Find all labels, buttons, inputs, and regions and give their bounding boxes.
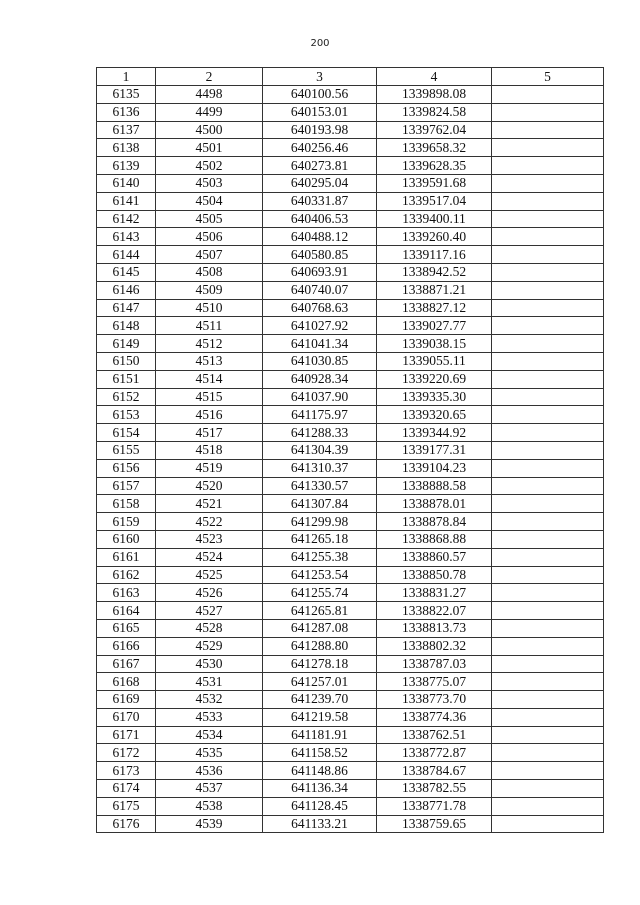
coordinate-x-cell: 641128.45 (263, 797, 377, 815)
coordinate-y-cell: 1338878.84 (377, 513, 492, 531)
coordinate-y-cell: 1338878.01 (377, 495, 492, 513)
coordinate-x-cell: 641265.81 (263, 602, 377, 620)
note-cell (492, 459, 604, 477)
point-number-cell: 4518 (156, 441, 263, 459)
coordinate-y-cell: 1338771.78 (377, 797, 492, 815)
row-number-cell: 6161 (97, 548, 156, 566)
coordinate-x-cell: 641037.90 (263, 388, 377, 406)
coordinate-x-cell: 640406.53 (263, 210, 377, 228)
coordinate-x-cell: 641158.52 (263, 744, 377, 762)
table-row (97, 459, 604, 477)
coordinate-y-cell: 1339335.30 (377, 388, 492, 406)
row-number-cell: 6142 (97, 210, 156, 228)
coordinate-y-cell: 1339762.04 (377, 121, 492, 139)
coordinate-y-cell: 1338787.03 (377, 655, 492, 673)
note-cell (492, 441, 604, 459)
table-row (97, 673, 604, 691)
coordinate-y-cell: 1338888.58 (377, 477, 492, 495)
point-number-cell: 4506 (156, 228, 263, 246)
table-row (97, 441, 604, 459)
point-number-cell: 4524 (156, 548, 263, 566)
coordinate-y-cell: 1338773.70 (377, 691, 492, 709)
row-number-cell: 6147 (97, 299, 156, 317)
coordinate-y-cell: 1339591.68 (377, 174, 492, 192)
row-number-cell: 6143 (97, 228, 156, 246)
coordinate-y-cell: 1338772.87 (377, 744, 492, 762)
note-cell (492, 174, 604, 192)
table-row (97, 655, 604, 673)
table-row (97, 388, 604, 406)
coordinate-x-cell: 641133.21 (263, 815, 377, 833)
note-cell (492, 584, 604, 602)
coordinate-y-cell: 1339517.04 (377, 192, 492, 210)
table-row (97, 103, 604, 121)
coordinate-y-cell: 1339898.08 (377, 86, 492, 104)
coordinate-x-cell: 640693.91 (263, 263, 377, 281)
table-row (97, 477, 604, 495)
point-number-cell: 4530 (156, 655, 263, 673)
note-cell (492, 139, 604, 157)
coordinate-x-cell: 640768.63 (263, 299, 377, 317)
note-cell (492, 637, 604, 655)
table-row (97, 637, 604, 655)
coordinate-x-cell: 641287.08 (263, 619, 377, 637)
coordinate-x-cell: 641136.34 (263, 780, 377, 798)
row-number-cell: 6166 (97, 637, 156, 655)
note-cell (492, 691, 604, 709)
row-number-cell: 6141 (97, 192, 156, 210)
row-number-cell: 6151 (97, 370, 156, 388)
coordinates-table (96, 67, 604, 833)
note-cell (492, 210, 604, 228)
point-number-cell: 4513 (156, 352, 263, 370)
point-number-cell: 4505 (156, 210, 263, 228)
coordinate-x-cell: 640153.01 (263, 103, 377, 121)
point-number-cell: 4498 (156, 86, 263, 104)
point-number-cell: 4533 (156, 708, 263, 726)
table-row (97, 584, 604, 602)
note-cell (492, 673, 604, 691)
coordinate-x-cell: 641239.70 (263, 691, 377, 709)
point-number-cell: 4500 (156, 121, 263, 139)
note-cell (492, 726, 604, 744)
row-number-cell: 6152 (97, 388, 156, 406)
row-number-cell: 6167 (97, 655, 156, 673)
table-header-row (97, 68, 604, 86)
table-row (97, 424, 604, 442)
coordinate-y-cell: 1339220.69 (377, 370, 492, 388)
row-number-cell: 6172 (97, 744, 156, 762)
table-body (97, 86, 604, 833)
table-row (97, 86, 604, 104)
note-cell (492, 370, 604, 388)
coordinate-x-cell: 641257.01 (263, 673, 377, 691)
coordinate-x-cell: 641288.80 (263, 637, 377, 655)
point-number-cell: 4511 (156, 317, 263, 335)
point-number-cell: 4539 (156, 815, 263, 833)
table-row (97, 228, 604, 246)
point-number-cell: 4517 (156, 424, 263, 442)
coordinate-y-cell: 1338774.36 (377, 708, 492, 726)
row-number-cell: 6138 (97, 139, 156, 157)
table-row (97, 691, 604, 709)
coordinate-y-cell: 1338813.73 (377, 619, 492, 637)
table-row (97, 815, 604, 833)
coordinate-x-cell: 640928.34 (263, 370, 377, 388)
table-row (97, 192, 604, 210)
row-number-cell: 6174 (97, 780, 156, 798)
coordinate-x-cell: 641148.86 (263, 762, 377, 780)
point-number-cell: 4529 (156, 637, 263, 655)
coordinate-x-cell: 641255.38 (263, 548, 377, 566)
table-row (97, 762, 604, 780)
note-cell (492, 157, 604, 175)
coordinate-x-cell: 641253.54 (263, 566, 377, 584)
point-number-cell: 4531 (156, 673, 263, 691)
table-row (97, 263, 604, 281)
row-number-cell: 6173 (97, 762, 156, 780)
coordinate-x-cell: 640256.46 (263, 139, 377, 157)
page-number: 200 (310, 38, 330, 49)
point-number-cell: 4509 (156, 281, 263, 299)
row-number-cell: 6144 (97, 246, 156, 264)
row-number-cell: 6176 (97, 815, 156, 833)
table-row (97, 797, 604, 815)
point-number-cell: 4528 (156, 619, 263, 637)
coordinate-y-cell: 1339400.11 (377, 210, 492, 228)
table-row (97, 513, 604, 531)
point-number-cell: 4521 (156, 495, 263, 513)
note-cell (492, 299, 604, 317)
coordinate-y-cell: 1338827.12 (377, 299, 492, 317)
coordinate-y-cell: 1339344.92 (377, 424, 492, 442)
note-cell (492, 228, 604, 246)
point-number-cell: 4534 (156, 726, 263, 744)
row-number-cell: 6157 (97, 477, 156, 495)
row-number-cell: 6156 (97, 459, 156, 477)
table-row (97, 495, 604, 513)
table-row (97, 121, 604, 139)
row-number-cell: 6168 (97, 673, 156, 691)
coordinate-y-cell: 1338782.55 (377, 780, 492, 798)
table-row (97, 726, 604, 744)
row-number-cell: 6136 (97, 103, 156, 121)
table-row (97, 548, 604, 566)
row-number-cell: 6146 (97, 281, 156, 299)
coordinate-x-cell: 641255.74 (263, 584, 377, 602)
row-number-cell: 6139 (97, 157, 156, 175)
note-cell (492, 335, 604, 353)
table-row (97, 299, 604, 317)
point-number-cell: 4537 (156, 780, 263, 798)
coordinate-x-cell: 641288.33 (263, 424, 377, 442)
coordinate-x-cell: 641219.58 (263, 708, 377, 726)
coordinate-y-cell: 1338831.27 (377, 584, 492, 602)
row-number-cell: 6171 (97, 726, 156, 744)
point-number-cell: 4512 (156, 335, 263, 353)
note-cell (492, 406, 604, 424)
coordinate-x-cell: 641304.39 (263, 441, 377, 459)
table-row (97, 602, 604, 620)
note-cell (492, 495, 604, 513)
point-number-cell: 4503 (156, 174, 263, 192)
note-cell (492, 602, 604, 620)
note-cell (492, 424, 604, 442)
note-cell (492, 477, 604, 495)
coordinate-x-cell: 641307.84 (263, 495, 377, 513)
coordinate-x-cell: 641310.37 (263, 459, 377, 477)
table-row (97, 246, 604, 264)
row-number-cell: 6135 (97, 86, 156, 104)
coordinate-x-cell: 641030.85 (263, 352, 377, 370)
note-cell (492, 263, 604, 281)
coordinate-x-cell: 641175.97 (263, 406, 377, 424)
coordinate-x-cell: 640273.81 (263, 157, 377, 175)
point-number-cell: 4507 (156, 246, 263, 264)
coordinate-x-cell: 640740.07 (263, 281, 377, 299)
coordinate-x-cell: 641299.98 (263, 513, 377, 531)
coordinate-y-cell: 1339658.32 (377, 139, 492, 157)
table-row (97, 406, 604, 424)
note-cell (492, 548, 604, 566)
row-number-cell: 6170 (97, 708, 156, 726)
table-row (97, 157, 604, 175)
coordinate-y-cell: 1339055.11 (377, 352, 492, 370)
row-number-cell: 6164 (97, 602, 156, 620)
point-number-cell: 4516 (156, 406, 263, 424)
note-cell (492, 655, 604, 673)
row-number-cell: 6159 (97, 513, 156, 531)
coordinate-x-cell: 640193.98 (263, 121, 377, 139)
coordinate-x-cell: 641330.57 (263, 477, 377, 495)
point-number-cell: 4508 (156, 263, 263, 281)
point-number-cell: 4527 (156, 602, 263, 620)
point-number-cell: 4510 (156, 299, 263, 317)
table-row (97, 210, 604, 228)
row-number-cell: 6169 (97, 691, 156, 709)
point-number-cell: 4504 (156, 192, 263, 210)
note-cell (492, 815, 604, 833)
coordinate-y-cell: 1339177.31 (377, 441, 492, 459)
point-number-cell: 4502 (156, 157, 263, 175)
row-number-cell: 6165 (97, 619, 156, 637)
note-cell (492, 103, 604, 121)
table-row (97, 370, 604, 388)
point-number-cell: 4526 (156, 584, 263, 602)
note-cell (492, 797, 604, 815)
table-row (97, 530, 604, 548)
column-header-4: 4 (377, 68, 492, 86)
coordinate-y-cell: 1338775.07 (377, 673, 492, 691)
coordinate-x-cell: 640331.87 (263, 192, 377, 210)
point-number-cell: 4523 (156, 530, 263, 548)
coordinate-y-cell: 1338802.32 (377, 637, 492, 655)
table-row (97, 317, 604, 335)
note-cell (492, 566, 604, 584)
point-number-cell: 4501 (156, 139, 263, 157)
note-cell (492, 121, 604, 139)
point-number-cell: 4525 (156, 566, 263, 584)
row-number-cell: 6163 (97, 584, 156, 602)
row-number-cell: 6154 (97, 424, 156, 442)
coordinate-x-cell: 640488.12 (263, 228, 377, 246)
column-header-3: 3 (263, 68, 377, 86)
column-header-5: 5 (492, 68, 604, 86)
note-cell (492, 388, 604, 406)
table-row (97, 780, 604, 798)
coordinate-y-cell: 1338762.51 (377, 726, 492, 744)
coordinate-y-cell: 1338871.21 (377, 281, 492, 299)
row-number-cell: 6158 (97, 495, 156, 513)
table-row (97, 281, 604, 299)
coordinate-x-cell: 640100.56 (263, 86, 377, 104)
note-cell (492, 619, 604, 637)
point-number-cell: 4519 (156, 459, 263, 477)
row-number-cell: 6148 (97, 317, 156, 335)
coordinate-y-cell: 1338942.52 (377, 263, 492, 281)
row-number-cell: 6153 (97, 406, 156, 424)
table-row (97, 174, 604, 192)
coordinate-y-cell: 1339628.35 (377, 157, 492, 175)
point-number-cell: 4532 (156, 691, 263, 709)
table-row (97, 566, 604, 584)
point-number-cell: 4515 (156, 388, 263, 406)
coordinate-x-cell: 641181.91 (263, 726, 377, 744)
point-number-cell: 4499 (156, 103, 263, 121)
row-number-cell: 6162 (97, 566, 156, 584)
coordinate-x-cell: 641041.34 (263, 335, 377, 353)
note-cell (492, 708, 604, 726)
point-number-cell: 4520 (156, 477, 263, 495)
point-number-cell: 4522 (156, 513, 263, 531)
note-cell (492, 192, 604, 210)
point-number-cell: 4514 (156, 370, 263, 388)
point-number-cell: 4538 (156, 797, 263, 815)
column-header-1: 1 (97, 68, 156, 86)
note-cell (492, 513, 604, 531)
coordinate-x-cell: 641278.18 (263, 655, 377, 673)
row-number-cell: 6155 (97, 441, 156, 459)
note-cell (492, 744, 604, 762)
table-row (97, 708, 604, 726)
row-number-cell: 6137 (97, 121, 156, 139)
row-number-cell: 6160 (97, 530, 156, 548)
table-row (97, 744, 604, 762)
coordinate-x-cell: 641265.18 (263, 530, 377, 548)
coordinate-y-cell: 1338850.78 (377, 566, 492, 584)
row-number-cell: 6175 (97, 797, 156, 815)
point-number-cell: 4535 (156, 744, 263, 762)
table-row (97, 335, 604, 353)
note-cell (492, 281, 604, 299)
coordinate-x-cell: 640580.85 (263, 246, 377, 264)
coordinate-y-cell: 1339027.77 (377, 317, 492, 335)
note-cell (492, 317, 604, 335)
row-number-cell: 6149 (97, 335, 156, 353)
table-row (97, 352, 604, 370)
table-row (97, 619, 604, 637)
coordinate-y-cell: 1338784.67 (377, 762, 492, 780)
coordinate-y-cell: 1338822.07 (377, 602, 492, 620)
row-number-cell: 6145 (97, 263, 156, 281)
row-number-cell: 6140 (97, 174, 156, 192)
point-number-cell: 4536 (156, 762, 263, 780)
coordinate-y-cell: 1338860.57 (377, 548, 492, 566)
coordinate-x-cell: 641027.92 (263, 317, 377, 335)
note-cell (492, 530, 604, 548)
coordinate-y-cell: 1339320.65 (377, 406, 492, 424)
note-cell (492, 352, 604, 370)
table-row (97, 139, 604, 157)
note-cell (492, 246, 604, 264)
note-cell (492, 762, 604, 780)
coordinate-x-cell: 640295.04 (263, 174, 377, 192)
coordinate-y-cell: 1338868.88 (377, 530, 492, 548)
coordinate-y-cell: 1339104.23 (377, 459, 492, 477)
coordinate-y-cell: 1339824.58 (377, 103, 492, 121)
coordinate-y-cell: 1339038.15 (377, 335, 492, 353)
coordinate-y-cell: 1339117.16 (377, 246, 492, 264)
column-header-2: 2 (156, 68, 263, 86)
row-number-cell: 6150 (97, 352, 156, 370)
coordinate-y-cell: 1339260.40 (377, 228, 492, 246)
note-cell (492, 780, 604, 798)
note-cell (492, 86, 604, 104)
coordinate-y-cell: 1338759.65 (377, 815, 492, 833)
